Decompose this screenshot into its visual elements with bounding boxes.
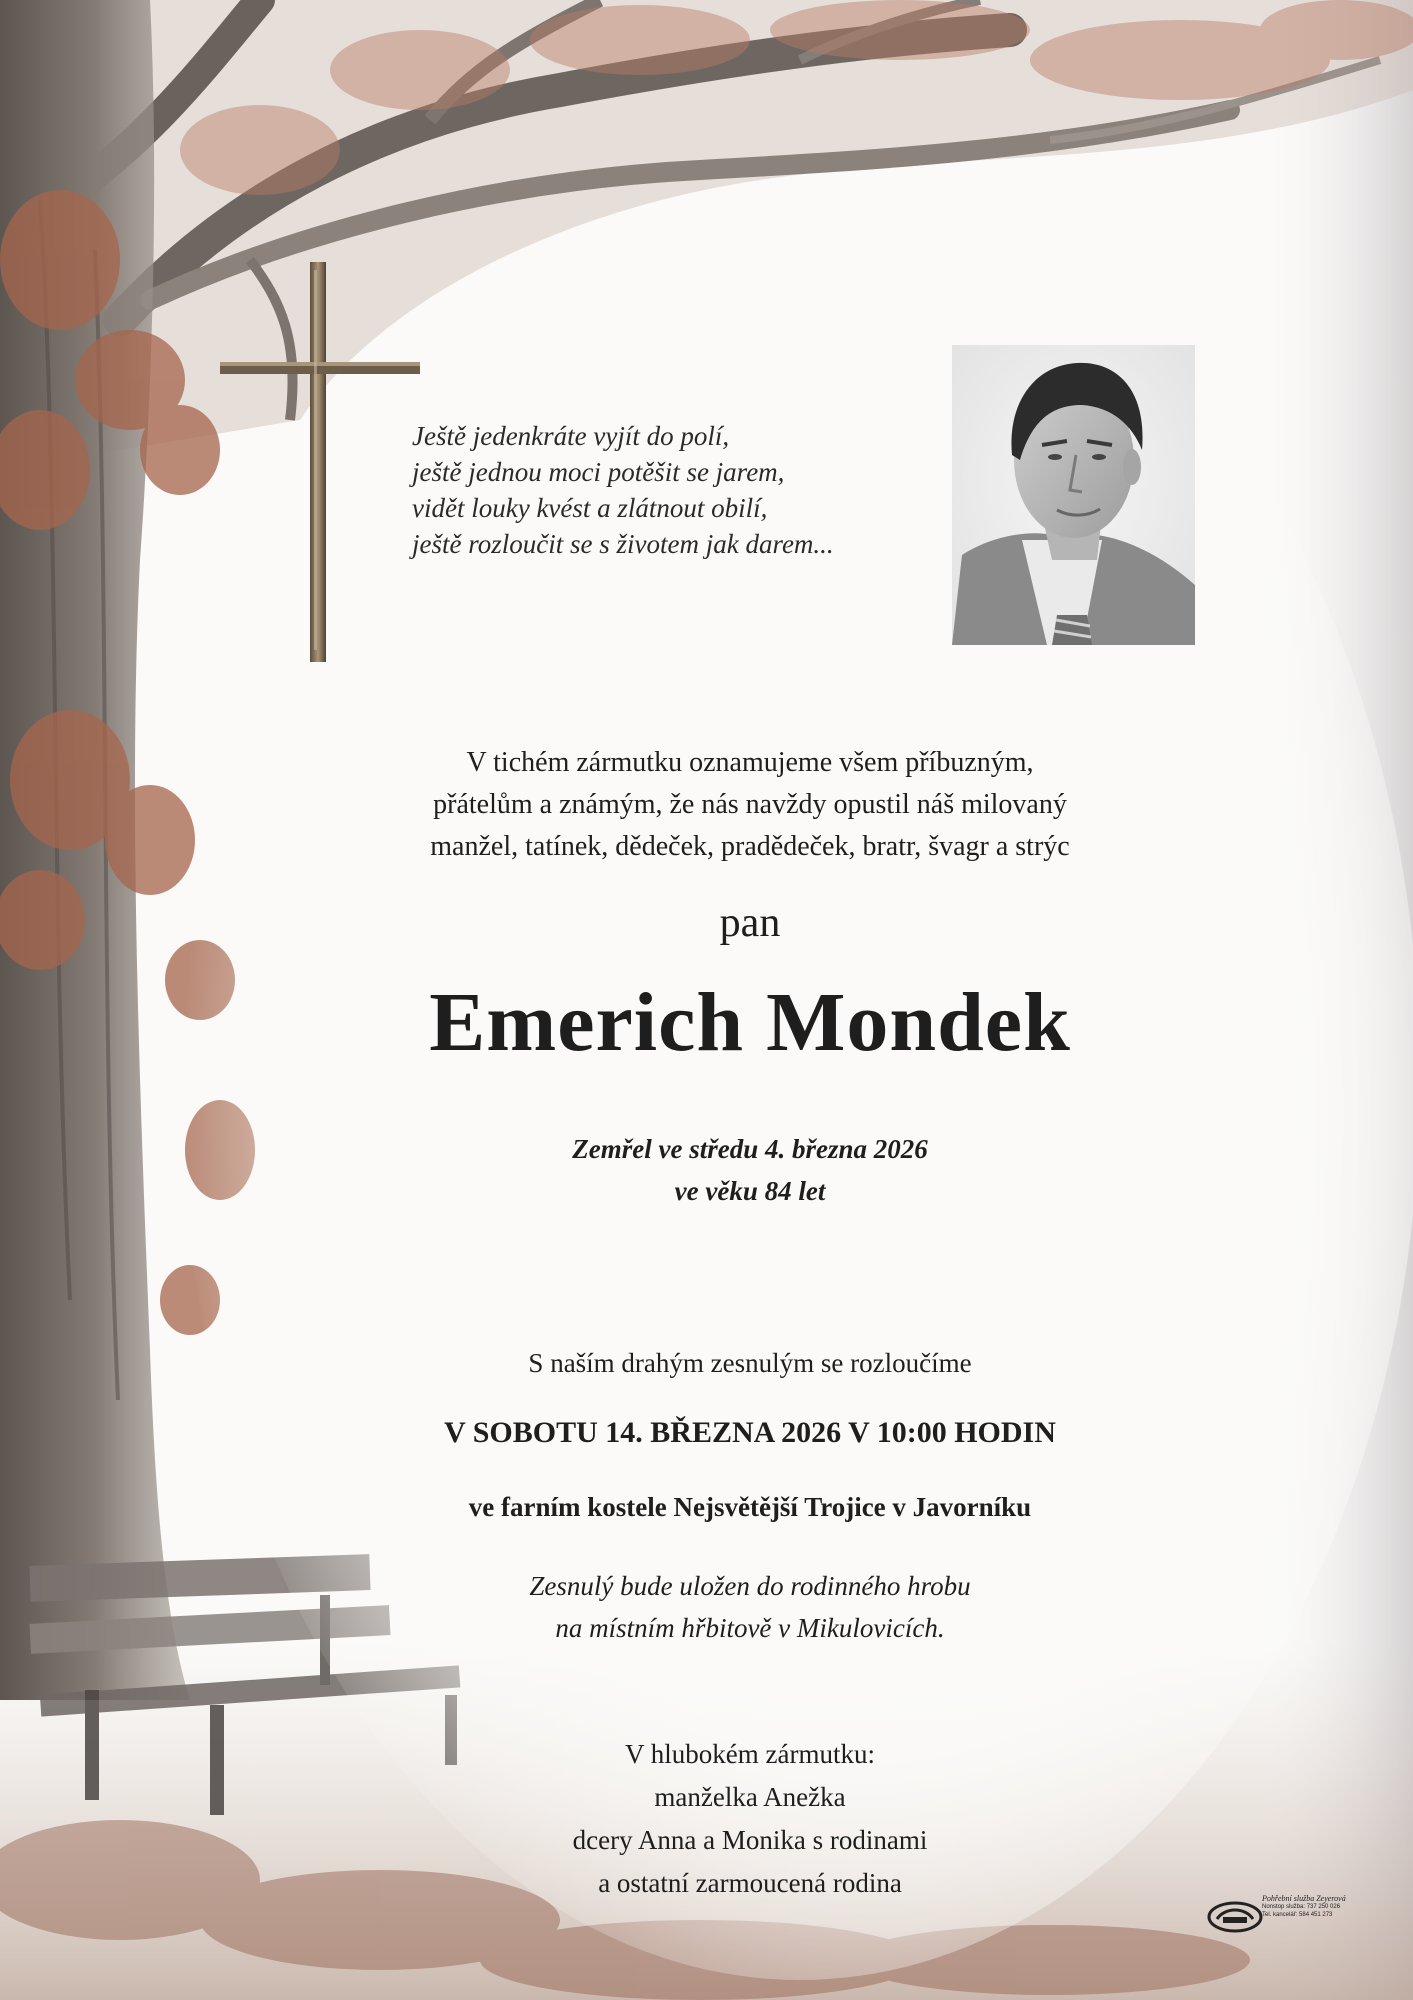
burial-line: na místním hřbitově v Mikulovicích. [555, 1613, 945, 1643]
funeral-service-phone-nonstop: Nonstop služba: 737 250 026 [1262, 1904, 1341, 1910]
cross-icon [215, 262, 425, 672]
announcement-line: V tichém zármutku oznamujeme všem příbuzným, [466, 747, 1034, 778]
honorific: pan [719, 900, 781, 946]
mourner-entry: a ostatní zarmoucená rodina [598, 1868, 902, 1898]
announcement-text [380, 742, 1120, 868]
funeral-datetime: V SOBOTU 14. BŘEZNA 2026 V 10:00 HODIN [444, 1416, 1056, 1449]
age-at-death: ve věku 84 let [674, 1176, 826, 1206]
farewell-intro: S naším drahým zesnulým se rozloučíme [528, 1348, 972, 1378]
funeral-service-phone-office: Tel. kancelář: 584 451 273 [1262, 1912, 1333, 1918]
memorial-poem [412, 418, 932, 562]
poem-line: ještě jednou moci potěšit se jarem, [412, 457, 785, 487]
poem-line: ještě rozloučit se s životem jak darem... [412, 529, 834, 559]
burial-line: Zesnulý bude uložen do rodinného hrobu [529, 1571, 971, 1601]
mourners-heading: V hlubokém zármutku: [625, 1739, 875, 1769]
funeral-place: ve farním kostele Nejsvětější Trojice v Javorníku [468, 1492, 1032, 1522]
mourners-list [380, 1733, 1120, 1905]
poem-line: vidět louky kvést a zlátnout obilí, [412, 493, 768, 523]
burial-info [380, 1565, 1120, 1649]
funeral-service-contact [1262, 1895, 1392, 1919]
death-info [380, 1128, 1120, 1212]
mourner-entry: dcery Anna a Monika s rodinami [572, 1825, 928, 1855]
announcement-line: manžel, tatínek, dědeček, pradědeček, bratr, švagr a strýc [430, 831, 1070, 862]
death-date: Zemřel ve středu 4. března 2026 [572, 1134, 928, 1164]
portrait-photo [952, 345, 1195, 645]
announcement-line: přátelům a známým, že nás navždy opustil náš milovaný [433, 789, 1067, 820]
mourner-entry: manželka Anežka [654, 1782, 846, 1812]
funeral-service-name: Pohřební služba Zeyerová [1262, 1894, 1346, 1903]
poem-line: Ještě jedenkráte vyjít do polí, [412, 421, 730, 451]
deceased-name: Emerich Mondek [429, 976, 1071, 1069]
